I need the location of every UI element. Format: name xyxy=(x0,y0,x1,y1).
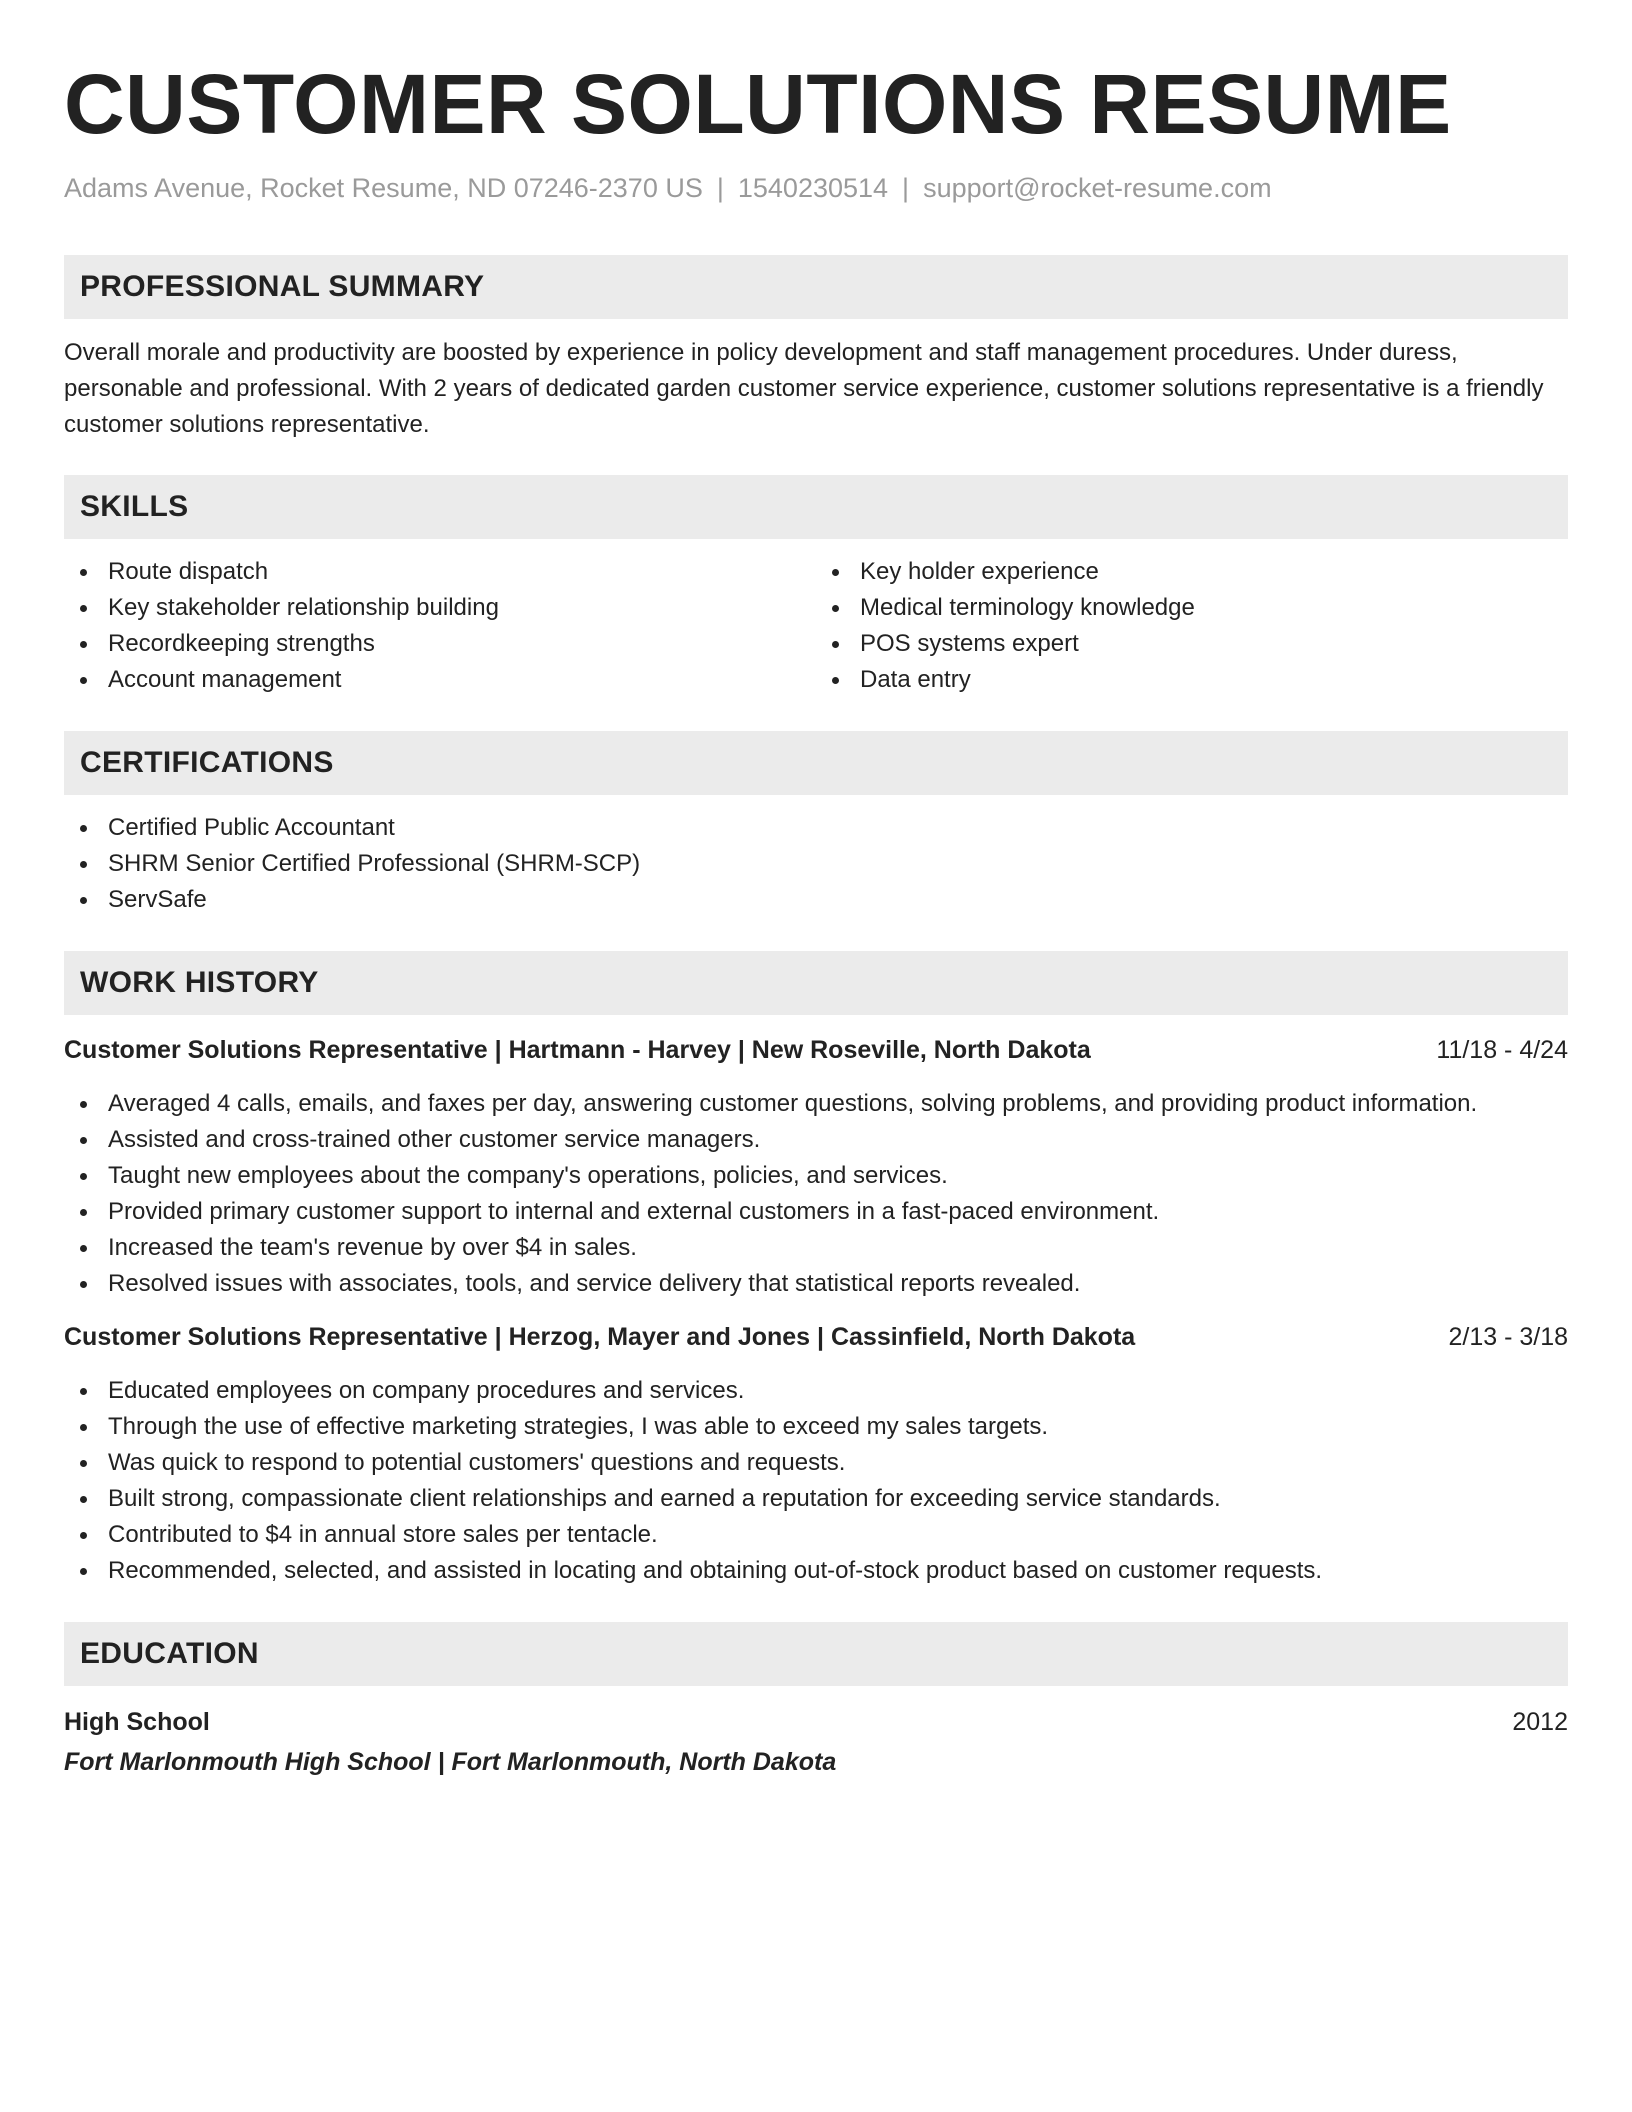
job-header xyxy=(64,1319,1568,1355)
job-title: Customer Solutions Representative | Hartmann - Harvey | New Roseville, North Dakota xyxy=(64,1035,1091,1064)
job-bullet: Increased the team's revenue by over $4 in sales. xyxy=(64,1230,1568,1266)
job-bullet: Recommended, selected, and assisted in locating and obtaining out-of-stock product based on customer requests. xyxy=(64,1553,1568,1589)
contact-email: support@rocket-resume.com xyxy=(923,173,1272,204)
job-dates: 11/18 - 4/24 xyxy=(1436,1035,1568,1064)
job-bullet: Resolved issues with associates, tools, and service delivery that statistical reports revealed. xyxy=(64,1266,1568,1302)
summary-text: Overall morale and productivity are boosted by experience in policy development and staff management procedures. Under duress, personable and professional. With 2 years of dedicated garden customer service experience, customer solutions representative is a friendly customer solutions representative. xyxy=(64,338,1544,438)
job-bullet: Averaged 4 calls, emails, and faxes per day, answering customer questions, solving problems, and providing product information. xyxy=(64,1086,1568,1122)
job-bullet: Contributed to $4 in annual store sales per tentacle. xyxy=(64,1517,1568,1553)
job-header xyxy=(64,1032,1568,1068)
contact-address: Adams Avenue, Rocket Resume, ND 07246-2370 US xyxy=(64,173,703,204)
job-bullet: Taught new employees about the company's operations, policies, and services. xyxy=(64,1158,1568,1194)
work-history-section xyxy=(64,951,1568,1589)
contact-phone: 1540230514 xyxy=(737,173,889,204)
skills-list-left xyxy=(64,554,816,698)
job-entry xyxy=(64,1319,1568,1589)
education-school: Fort Marlonmouth High School | Fort Marlonmouth, North Dakota xyxy=(64,1747,837,1776)
section-header-work-history: WORK HISTORY xyxy=(64,951,1568,1015)
summary-section xyxy=(64,255,1568,443)
certifications-list xyxy=(64,810,1568,918)
education-section xyxy=(64,1622,1568,1780)
certification-item: SHRM Senior Certified Professional (SHRM-SCP) xyxy=(64,846,1568,882)
skills-section xyxy=(64,475,1568,698)
skill-item: Account management xyxy=(64,662,816,698)
job-bullet: Assisted and cross-trained other customer service managers. xyxy=(64,1122,1568,1158)
section-header-skills: SKILLS xyxy=(64,475,1568,539)
certification-item: ServSafe xyxy=(64,882,1568,918)
job-bullet: Educated employees on company procedures and services. xyxy=(64,1373,1568,1409)
job-bullet: Through the use of effective marketing strategies, I was able to exceed my sales targets. xyxy=(64,1409,1568,1445)
contact-separator: | xyxy=(716,173,724,204)
contact-line xyxy=(64,172,1568,204)
job-dates: 2/13 - 3/18 xyxy=(1448,1322,1568,1351)
job-bullet: Was quick to respond to potential customers' questions and requests. xyxy=(64,1445,1568,1481)
skill-item: Key stakeholder relationship building xyxy=(64,590,816,626)
skill-item: POS systems expert xyxy=(816,626,1568,662)
section-header-certifications: CERTIFICATIONS xyxy=(64,731,1568,795)
job-bullet: Provided primary customer support to internal and external customers in a fast-paced environment. xyxy=(64,1194,1568,1230)
certifications-section xyxy=(64,731,1568,918)
resume-title: CUSTOMER SOLUTIONS RESUME xyxy=(64,57,1452,151)
skill-item: Recordkeeping strengths xyxy=(64,626,816,662)
job-entry xyxy=(64,1032,1568,1302)
education-year: 2012 xyxy=(1512,1707,1568,1736)
job-bullet: Built strong, compassionate client relationships and earned a reputation for exceeding service standards. xyxy=(64,1481,1568,1517)
job-bullets xyxy=(64,1373,1568,1589)
skills-list-right xyxy=(816,554,1568,698)
job-bullets xyxy=(64,1086,1568,1302)
section-header-summary: PROFESSIONAL SUMMARY xyxy=(64,255,1568,319)
job-title: Customer Solutions Representative | Herzog, Mayer and Jones | Cassinfield, North Dakota xyxy=(64,1322,1136,1351)
skill-item: Data entry xyxy=(816,662,1568,698)
skills-grid xyxy=(64,554,1568,698)
contact-separator: | xyxy=(902,173,910,204)
education-header xyxy=(64,1704,1568,1740)
certification-item: Certified Public Accountant xyxy=(64,810,1568,846)
skill-item: Key holder experience xyxy=(816,554,1568,590)
skill-item: Route dispatch xyxy=(64,554,816,590)
education-degree: High School xyxy=(64,1707,210,1736)
skill-item: Medical terminology knowledge xyxy=(816,590,1568,626)
section-header-education: EDUCATION xyxy=(64,1622,1568,1686)
